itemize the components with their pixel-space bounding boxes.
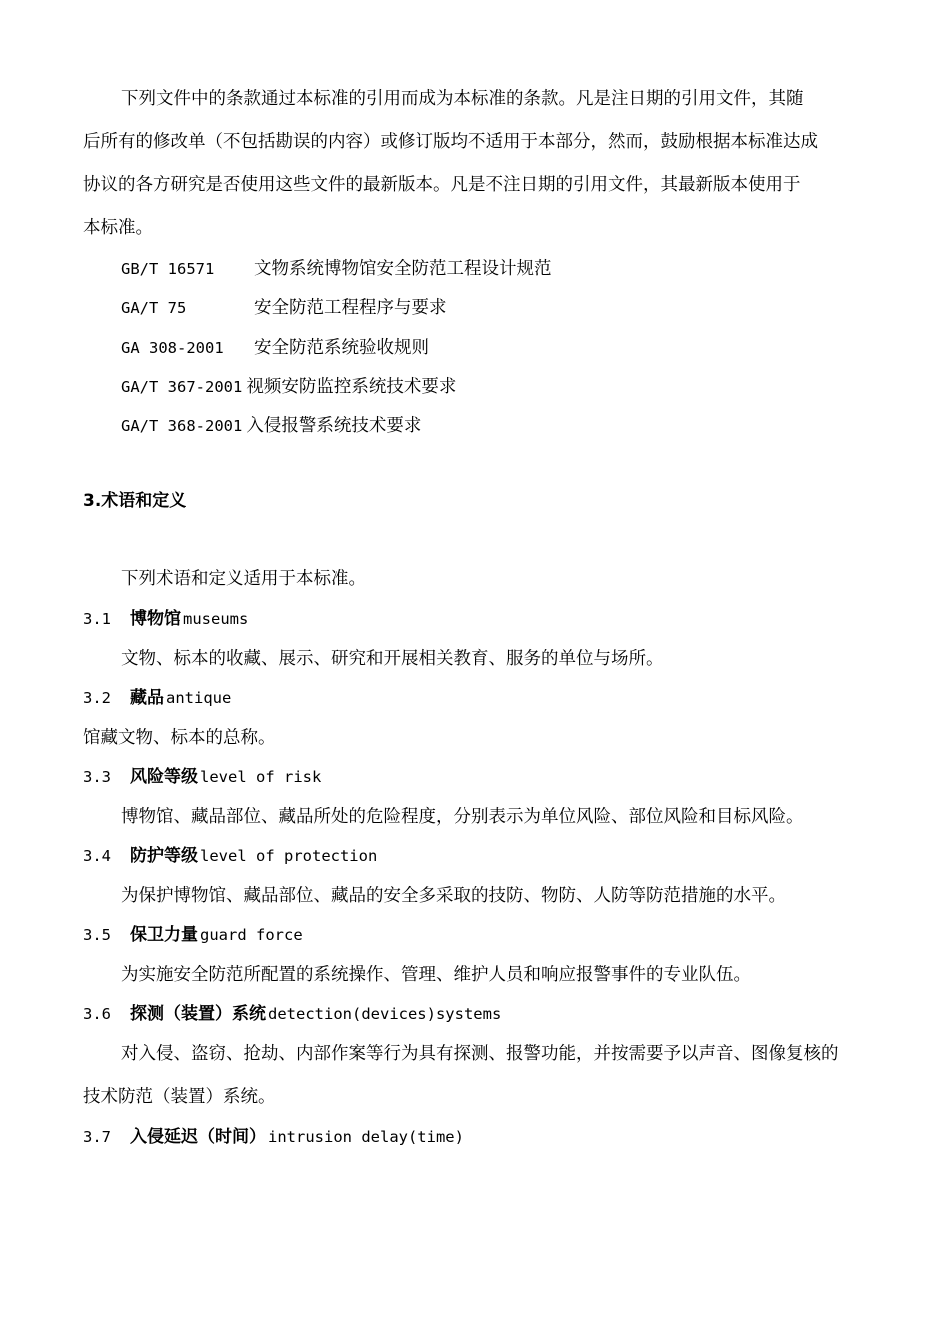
reference-item [121, 338, 429, 358]
term-heading [83, 1127, 464, 1147]
reference-item [121, 377, 456, 397]
term-english: detection(devices)systems [268, 1005, 502, 1023]
reference-code: GA/T 367-2001 [121, 378, 243, 396]
term-english: museums [183, 610, 249, 628]
term-number: 3.2 [83, 689, 111, 707]
term-number: 3.7 [83, 1128, 111, 1146]
term-heading [83, 846, 377, 866]
reference-title: 文物系统博物馆安全防范工程设计规范 [254, 259, 552, 279]
term-heading [83, 688, 231, 708]
term-number: 3.5 [83, 926, 111, 944]
term-english: intrusion delay(time) [268, 1128, 464, 1146]
reference-title: 视频安防监控系统技术要求 [246, 377, 457, 397]
term-heading [83, 925, 303, 945]
reference-code: GA 308-2001 [121, 339, 224, 357]
term-definition: 文物、标本的收藏、展示、研究和开展相关教育、服务的单位与场所。 [121, 649, 664, 669]
intro-paragraph-line-3: 协议的各方研究是否使用这些文件的最新版本。凡是不注日期的引用文件，其最新版本使用于 [83, 175, 801, 195]
term-chinese: 保卫力量 [130, 925, 198, 945]
section-intro: 下列术语和定义适用于本标准。 [121, 569, 366, 589]
term-number: 3.6 [83, 1005, 111, 1023]
term-definition: 为保护博物馆、藏品部位、藏品的安全多采取的技防、物防、人防等防范措施的水平。 [121, 886, 786, 906]
intro-paragraph-line-4: 本标准。 [83, 218, 153, 238]
term-definition: 馆藏文物、标本的总称。 [83, 728, 276, 748]
reference-title: 安全防范工程程序与要求 [254, 298, 447, 318]
reference-title: 入侵报警系统技术要求 [246, 416, 422, 436]
intro-paragraph-line-1: 下列文件中的条款通过本标准的引用而成为本标准的条款。凡是注日期的引用文件，其随 [121, 89, 804, 109]
term-definition: 为实施安全防范所配置的系统操作、管理、维护人员和响应报警事件的专业队伍。 [121, 965, 751, 985]
term-english: level of protection [200, 847, 378, 865]
term-number: 3.1 [83, 610, 111, 628]
reference-item [121, 259, 552, 279]
term-chinese: 入侵延迟（时间） [130, 1127, 266, 1147]
intro-paragraph-line-2: 后所有的修改单（不包括勘误的内容）或修订版均不适用于本部分，然而，鼓励根据本标准达成 [83, 132, 818, 152]
term-chinese: 藏品 [130, 688, 164, 708]
term-number: 3.3 [83, 768, 111, 786]
term-heading [83, 1004, 501, 1024]
term-english: guard force [200, 926, 303, 944]
section-heading: 3.术语和定义 [83, 491, 187, 511]
term-heading [83, 609, 248, 629]
reference-item [121, 298, 447, 318]
term-definition: 对入侵、盗窃、抢劫、内部作案等行为具有探测、报警功能，并按需要予以声音、图像复核的 [121, 1044, 839, 1064]
term-heading [83, 767, 321, 787]
reference-code: GA/T 75 [121, 299, 187, 317]
term-definition: 博物馆、藏品部位、藏品所处的危险程度，分别表示为单位风险、部位风险和目标风险。 [121, 807, 804, 827]
reference-title: 安全防范系统验收规则 [254, 338, 429, 358]
term-chinese: 防护等级 [130, 846, 198, 866]
term-chinese: 博物馆 [130, 609, 181, 629]
term-chinese: 探测（装置）系统 [130, 1004, 266, 1024]
term-english: level of risk [200, 768, 322, 786]
reference-item [121, 416, 421, 436]
reference-code: GB/T 16571 [121, 260, 215, 278]
term-english: antique [166, 689, 232, 707]
reference-code: GA/T 368-2001 [121, 417, 243, 435]
term-definition-continued: 技术防范（装置）系统。 [83, 1087, 276, 1107]
term-number: 3.4 [83, 847, 111, 865]
term-chinese: 风险等级 [130, 767, 198, 787]
